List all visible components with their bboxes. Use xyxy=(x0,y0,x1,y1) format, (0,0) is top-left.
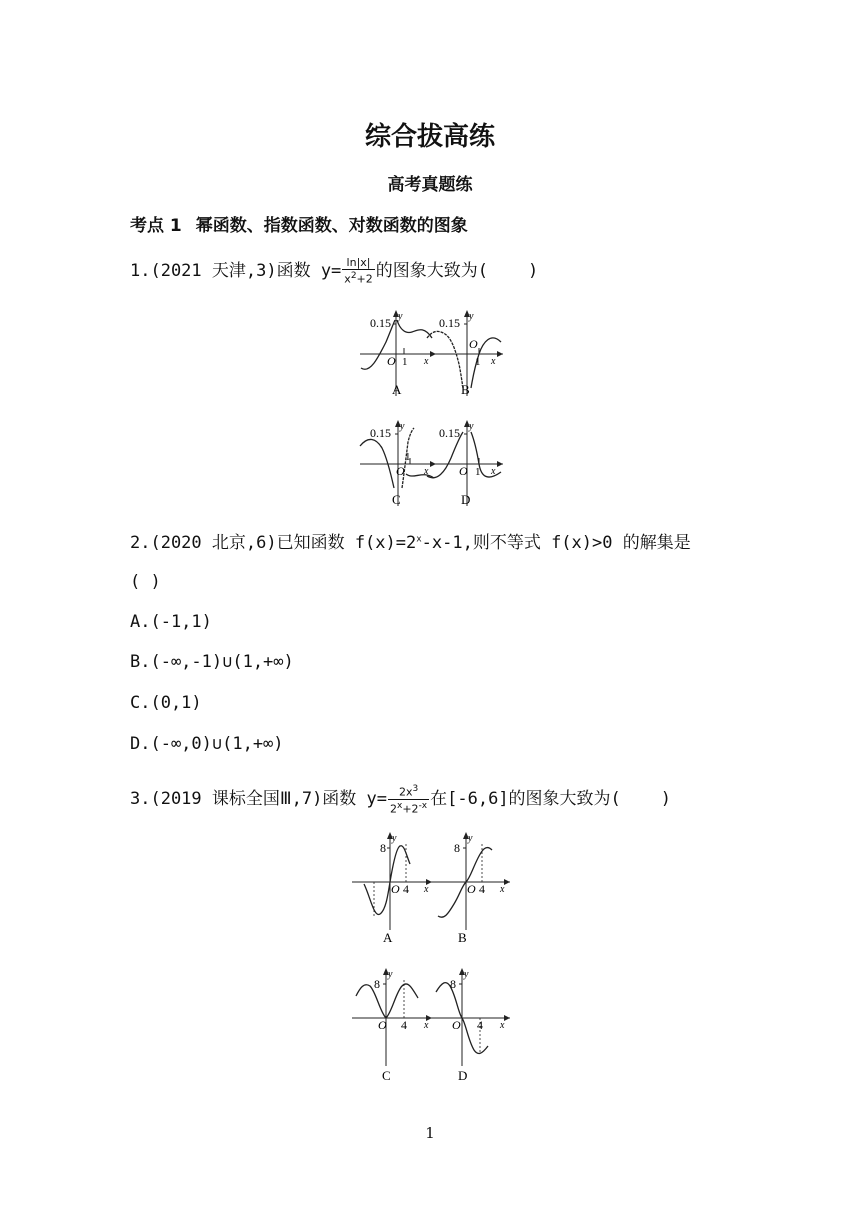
question-2-stem: 2.(2020 北京,6)已知函数 $f(x)=2^x-x-1$,则不等式 f(x)>0 的解集是 xyxy=(130,533,691,553)
svg-text:O: O xyxy=(452,1018,461,1032)
q1-fraction xyxy=(342,256,374,286)
option-letter: B xyxy=(461,382,470,397)
q2-option-a: A.(-1,1) xyxy=(130,612,212,632)
question-3-stem: 3.(2019 课标全国Ⅲ,7)函数 y= $\frac{2x^3}{2^x+2^{-x}}$ 在[-6,6]的图象大致为( ) xyxy=(130,784,672,816)
option-letter: D xyxy=(461,492,471,507)
svg-text:O: O xyxy=(391,882,400,896)
y-label-0.15: 0.15 xyxy=(370,316,391,330)
svg-text:O: O xyxy=(378,1018,387,1032)
svg-text:x: x xyxy=(424,466,429,477)
q2-option-b: B.(-∞,-1)∪(1,+∞) xyxy=(130,652,294,672)
option-letter: A xyxy=(392,382,402,397)
svg-text:y: y xyxy=(392,833,397,844)
q2-option-c: C.(0,1) xyxy=(130,693,202,713)
q1-prefix: 1.(2021 天津,3)函数 y= xyxy=(130,261,342,281)
q3-graph-d xyxy=(428,966,512,1084)
option-letter: C xyxy=(382,1068,391,1083)
svg-text:4: 4 xyxy=(479,882,485,896)
q3-numerator: $2x^3$ xyxy=(388,783,429,800)
option-letter: C xyxy=(392,492,401,507)
svg-text:4: 4 xyxy=(477,1018,483,1032)
svg-text:0.15: 0.15 xyxy=(439,426,460,440)
svg-text:O: O xyxy=(387,354,396,368)
q3-denominator: $2^x+2^{-x}$ xyxy=(390,800,428,816)
svg-text:x: x xyxy=(424,884,429,895)
svg-text:1: 1 xyxy=(475,356,481,368)
svg-text:y: y xyxy=(388,969,393,980)
q2-option-d: D.(-∞,0)∪(1,+∞) xyxy=(130,734,284,754)
svg-text:y: y xyxy=(400,421,405,432)
option-letter: B xyxy=(458,930,467,945)
svg-text:0.15: 0.15 xyxy=(439,316,460,330)
svg-text:0.15: 0.15 xyxy=(370,426,391,440)
svg-text:y: y xyxy=(468,833,473,844)
svg-text:8: 8 xyxy=(380,841,386,855)
svg-text:4: 4 xyxy=(401,1018,407,1032)
section-label: 考点 1 xyxy=(130,216,182,236)
svg-text:x: x xyxy=(491,356,496,367)
svg-text:x: x xyxy=(500,1020,505,1031)
section-text: 幂函数、指数函数、对数函数的图象 xyxy=(195,216,468,236)
svg-text:1: 1 xyxy=(405,451,411,463)
page-subtitle: 高考真题练 xyxy=(387,175,473,195)
svg-text:8: 8 xyxy=(454,841,460,855)
svg-text:y: y xyxy=(469,311,474,322)
q1-numerator: ln|x| xyxy=(342,256,374,270)
svg-text:1: 1 xyxy=(402,356,408,368)
question-2-blank: ( ) xyxy=(130,572,161,592)
svg-text:x: x xyxy=(491,466,496,477)
svg-text:y: y xyxy=(398,311,403,322)
page-title: 综合拔高练 xyxy=(364,122,495,152)
q3-fraction xyxy=(388,783,429,815)
svg-text:O: O xyxy=(459,464,468,478)
option-letter: A xyxy=(383,930,393,945)
q1-graph-d xyxy=(425,418,505,510)
section-heading xyxy=(130,211,468,236)
svg-text:1: 1 xyxy=(475,466,481,478)
page-number: 1 xyxy=(425,1124,435,1142)
q1-denominator: $x^2+2$ xyxy=(344,271,373,286)
q1-suffix: 的图象大致为( xyxy=(375,261,489,281)
svg-text:y: y xyxy=(464,969,469,980)
q1-close: ) xyxy=(528,261,539,281)
q3-graph-b xyxy=(428,830,512,948)
svg-text:8: 8 xyxy=(450,977,456,991)
q3-graph-c xyxy=(350,966,434,1084)
svg-text:4: 4 xyxy=(403,882,409,896)
q1-graph-b xyxy=(425,308,505,400)
svg-text:x: x xyxy=(500,884,505,895)
svg-text:x: x xyxy=(424,356,429,367)
svg-text:O: O xyxy=(467,882,476,896)
q3-graph-a xyxy=(350,830,434,948)
svg-text:8: 8 xyxy=(374,977,380,991)
option-letter: D xyxy=(458,1068,468,1083)
svg-text:x: x xyxy=(424,1020,429,1031)
svg-text:O: O xyxy=(469,337,478,351)
svg-text:O: O xyxy=(396,464,405,478)
svg-text:y: y xyxy=(469,421,474,432)
question-1-stem xyxy=(130,256,538,286)
